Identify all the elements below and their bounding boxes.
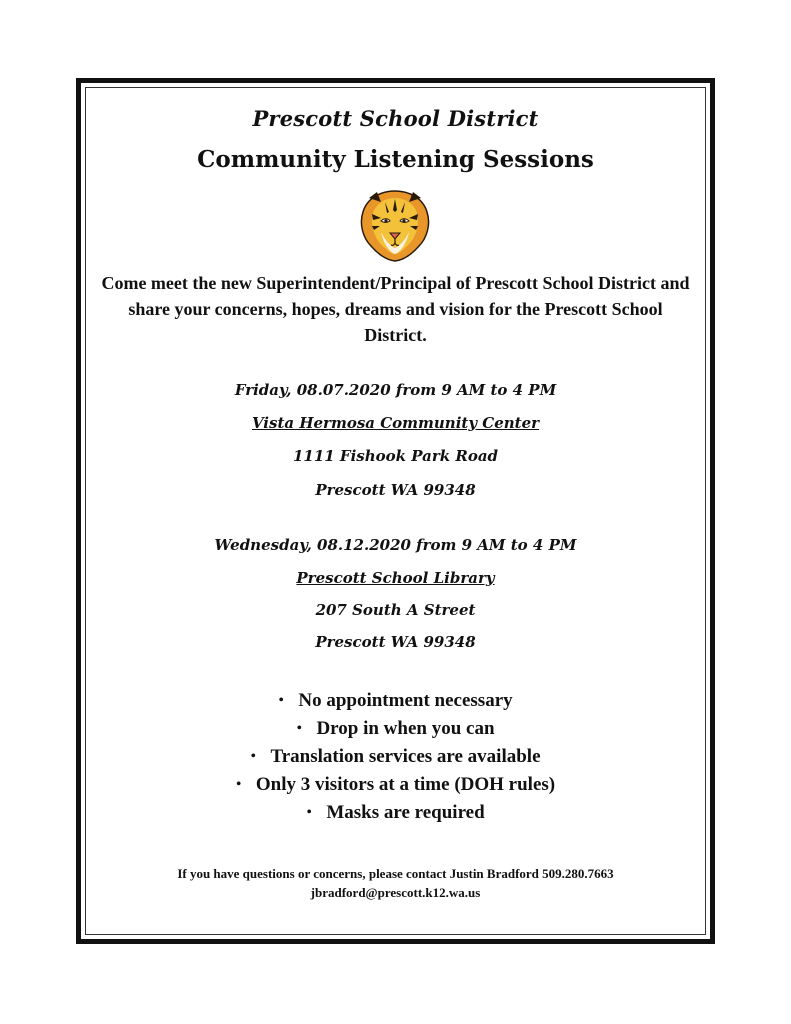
session-venue: Vista Hermosa Community Center bbox=[251, 414, 540, 432]
session-date: Wednesday, 08.12.2020 from 9 AM to 4 PM bbox=[214, 536, 577, 554]
info-bullet-list bbox=[0, 690, 791, 830]
session-street: 207 South A Street bbox=[315, 601, 476, 619]
session-city: Prescott WA 99348 bbox=[315, 633, 476, 651]
session-street: 1111 Fishook Park Road bbox=[292, 447, 499, 465]
list-item: • Drop in when you can bbox=[296, 718, 495, 739]
bullet-icon: • bbox=[306, 804, 312, 821]
session-venue: Prescott School Library bbox=[296, 569, 495, 587]
district-name: Prescott School District bbox=[252, 106, 539, 131]
tiger-head-icon bbox=[357, 188, 433, 264]
bullet-icon: • bbox=[250, 748, 257, 765]
list-item: • No appointment necessary bbox=[278, 690, 513, 711]
bullet-icon: • bbox=[296, 720, 303, 737]
list-item: • Only 3 visitors at a time (DOH rules) bbox=[235, 774, 556, 795]
bullet-icon: • bbox=[235, 776, 242, 793]
contact-info bbox=[0, 864, 791, 902]
bullet-icon: • bbox=[278, 692, 284, 709]
session-city: Prescott WA 99348 bbox=[315, 481, 476, 499]
session-date: Friday, 08.07.2020 from 9 AM to 4 PM bbox=[234, 381, 557, 399]
list-item: • Masks are required bbox=[306, 802, 485, 823]
contact-line: If you have questions or concerns, please contact Justin Bradford 509.280.7663 bbox=[177, 866, 614, 881]
list-item: • Translation services are available bbox=[250, 746, 541, 767]
contact-email: jbradford@prescott.k12.wa.us bbox=[310, 885, 481, 900]
page-title: Community Listening Sessions bbox=[197, 146, 594, 173]
intro-paragraph: Come meet the new Superintendent/Principal of Prescott School District and share your concerns, hopes, dreams and vision for the Prescott School District. bbox=[101, 273, 690, 345]
